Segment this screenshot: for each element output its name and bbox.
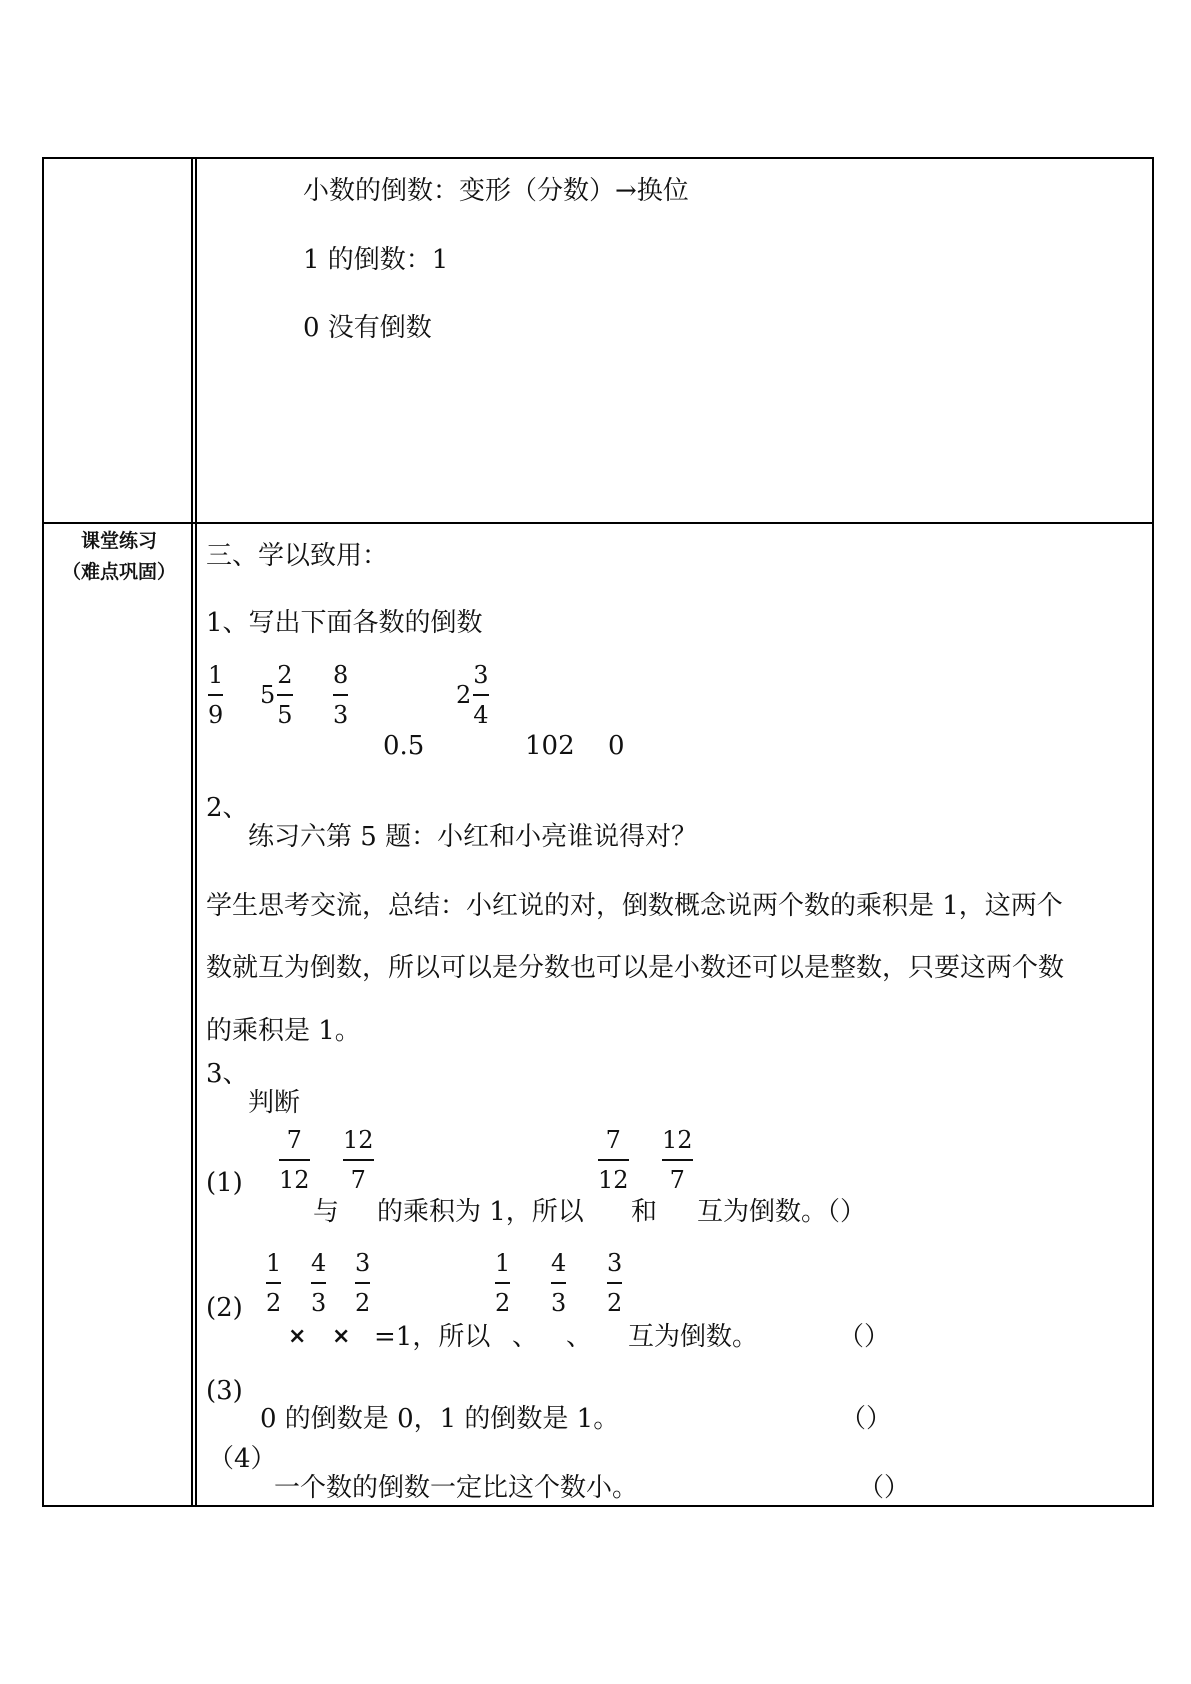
q3-item1-fraction-a: 7 12 <box>279 1126 310 1194</box>
q3-item1-label: (1) <box>206 1168 243 1198</box>
table-left-border <box>42 157 44 1507</box>
q1-fraction-1: 1 9 <box>208 661 224 729</box>
q3-item2-equals: =1，所以 <box>374 1322 491 1352</box>
q1-mixed-number-2: 2 $\frac{3}{4}$ <box>456 661 489 729</box>
q3-item2-answer-paren: （） <box>838 1322 891 1352</box>
q3-item1-word-with: 与 <box>313 1197 340 1227</box>
table-right-border <box>1152 157 1154 1507</box>
q3-item1-word-end: 互为倒数。（） <box>697 1197 867 1227</box>
q1-mixed-number-1: 5 $\frac{2}{5}$ <box>260 661 293 729</box>
q3-item2-fraction-f: 3 2 <box>607 1249 623 1317</box>
q3-item2-fraction-c: 3 2 <box>355 1249 371 1317</box>
q3-item2-label: (2) <box>206 1293 243 1323</box>
table-column-divider-a <box>191 157 193 1507</box>
table-top-border <box>42 157 1154 159</box>
q2-answer-line-1: 学生思考交流，总结：小红说的对，倒数概念说两个数的乘积是 1，这两个 <box>206 891 1063 921</box>
q3-item1-fraction-b: 12 7 <box>343 1126 374 1194</box>
q3-item2-separator-2: 、 <box>566 1322 593 1352</box>
q3-item1-word-product: 的乘积为 1，所以 <box>377 1197 584 1227</box>
q3-item1-word-and: 和 <box>631 1197 658 1227</box>
section-heading: 三、学以致用： <box>206 541 389 571</box>
q3-item1-fraction-c: 7 12 <box>598 1126 629 1194</box>
zero-reciprocal-rule: 0 没有倒数 <box>303 313 432 343</box>
q3-item1-fraction-d: 12 7 <box>662 1126 693 1194</box>
q3-item2-times-1: × <box>288 1324 307 1349</box>
q2-text: 练习六第 5 题：小红和小亮谁说得对？ <box>248 822 698 852</box>
q3-item4-answer-paren: （） <box>858 1473 911 1503</box>
one-reciprocal-rule: 1 的倒数：1 <box>303 245 449 275</box>
row-label-consolidation: （难点巩固） <box>61 561 176 583</box>
q3-item3-answer-paren: （） <box>840 1404 893 1434</box>
q3-item4-label: （4） <box>208 1444 277 1474</box>
q3-item2-fraction-d: 1 2 <box>495 1249 511 1317</box>
q3-item3-text: 0 的倒数是 0，1 的倒数是 1。 <box>260 1404 620 1434</box>
q2-number: 2、 <box>206 793 249 823</box>
table-row-divider <box>42 522 1154 524</box>
q3-number: 3、 <box>206 1059 249 1089</box>
q2-answer-line-3: 的乘积是 1。 <box>206 1016 361 1046</box>
q3-item2-fraction-e: 4 3 <box>551 1249 567 1317</box>
decimal-reciprocal-rule: 小数的倒数：变形（分数）→换位 <box>303 176 689 206</box>
q3-item2-separator-1: 、 <box>512 1322 539 1352</box>
q3-item2-times-2: × <box>332 1324 351 1349</box>
q3-item4-text: 一个数的倒数一定比这个数小。 <box>274 1473 639 1503</box>
q1-value-zero: 0 <box>608 731 625 761</box>
table-bottom-border <box>42 1505 1154 1507</box>
q2-answer-line-2: 数就互为倒数，所以可以是分数也可以是小数还可以是整数，只要这两个数 <box>206 953 1065 983</box>
q3-item3-label: (3) <box>206 1376 243 1406</box>
q3-title: 判断 <box>248 1088 301 1118</box>
q3-item2-end: 互为倒数。 <box>628 1322 759 1352</box>
q1-value-integer: 102 <box>525 731 575 761</box>
table-column-divider-b <box>195 157 197 1507</box>
q3-item2-fraction-b: 4 3 <box>311 1249 327 1317</box>
q3-item2-fraction-a: 1 2 <box>266 1249 282 1317</box>
q1-title: 1、写出下面各数的倒数 <box>206 608 483 638</box>
q1-value-decimal: 0.5 <box>383 731 425 761</box>
q1-fraction-2: 8 3 <box>333 661 349 729</box>
row-label-practice: 课堂练习 <box>80 530 157 552</box>
